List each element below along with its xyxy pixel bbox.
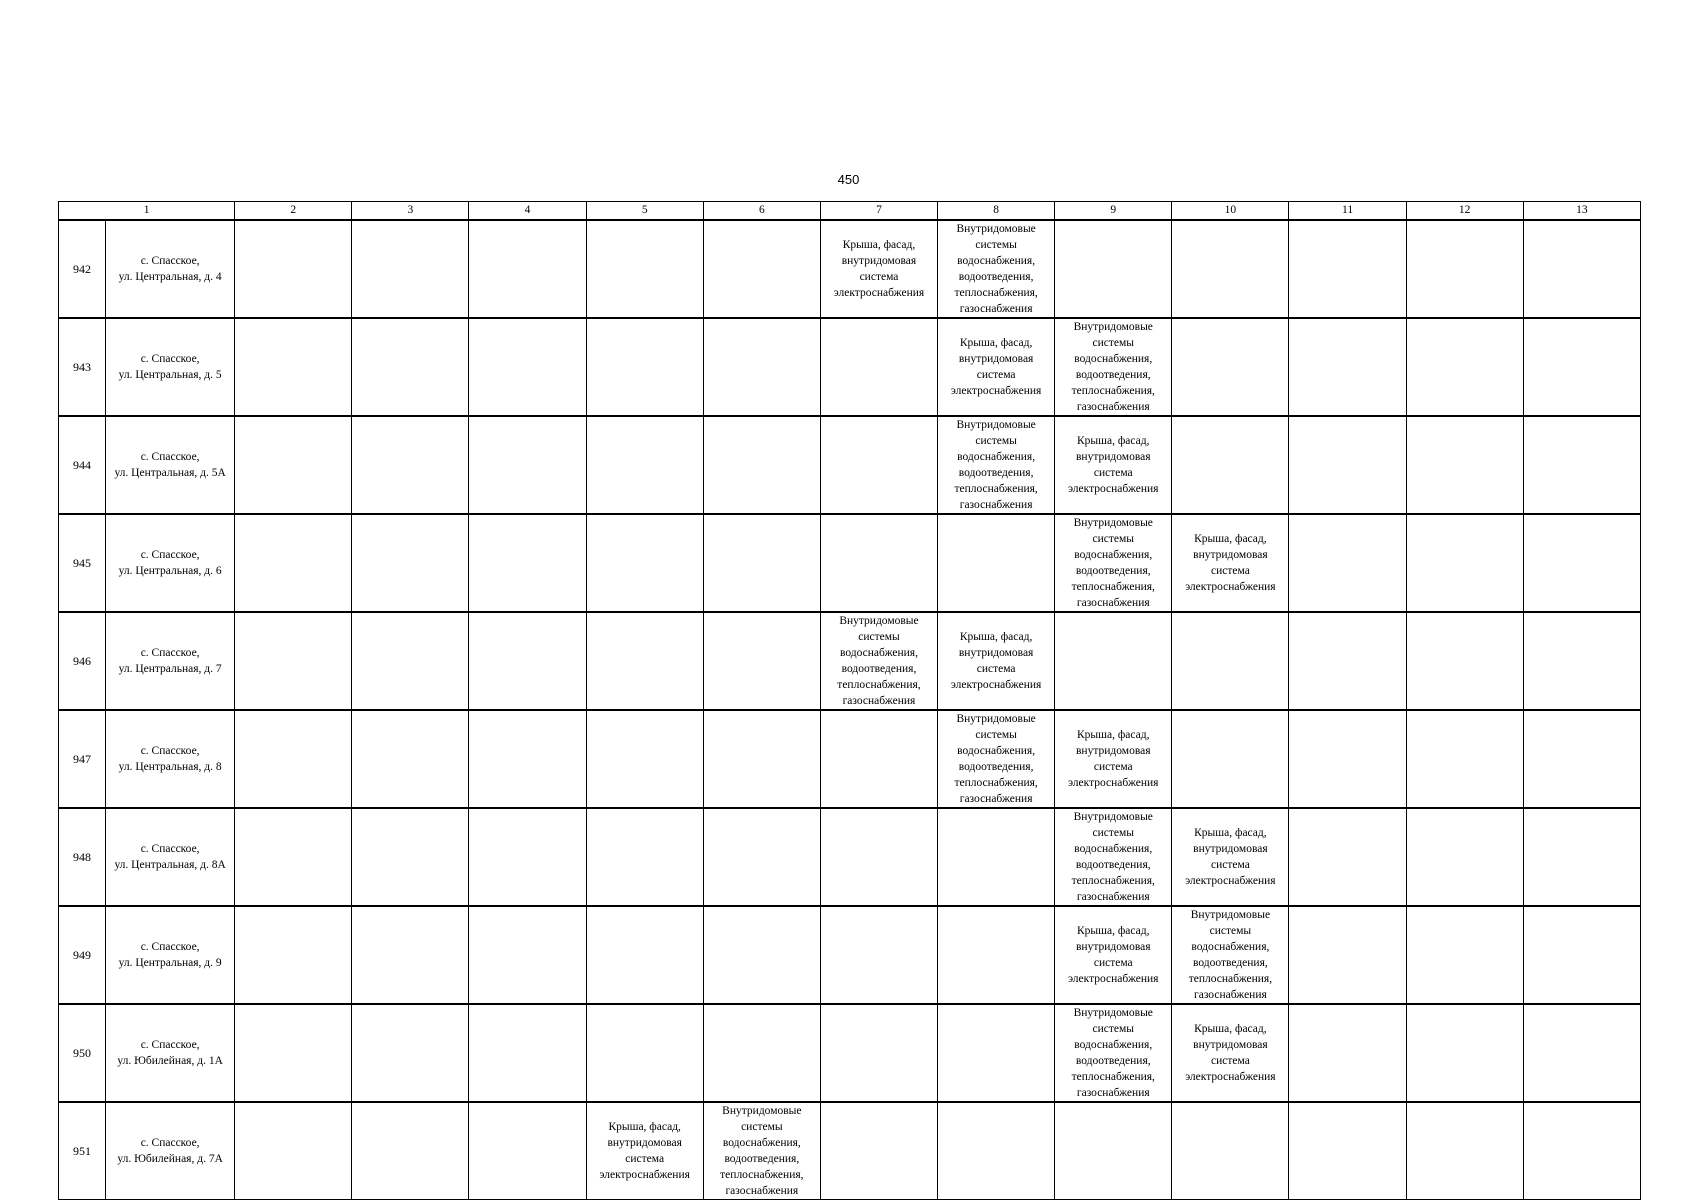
cell-col-4 [469,318,586,416]
cell-col-5 [586,808,703,906]
cell-col-6 [703,808,820,906]
cell-col-9 [1055,1004,1172,1102]
row-number: 949 [59,906,106,1004]
cell-col-9 [1055,1102,1172,1200]
register-table [58,201,1641,1200]
cell-col-13 [1523,318,1640,416]
work-description: Крыша, фасад, внутридомовая система электроснабжения [1185,1023,1276,1083]
row-number: 942 [59,220,106,318]
cell-col-5 [586,220,703,318]
cell-col-5 [586,906,703,1004]
cell-col-4 [469,906,586,1004]
cell-col-11 [1289,612,1406,710]
cell-col-12 [1406,514,1523,612]
cell-col-13 [1523,1004,1640,1102]
cell-col-8 [938,220,1055,318]
column-header-6: 6 [703,202,820,221]
work-description: Крыша, фасад, внутридомовая система электроснабжения [1068,729,1159,789]
cell-col-4 [469,612,586,710]
address-cell [106,220,235,318]
cell-col-10 [1172,220,1289,318]
row-number: 951 [59,1102,106,1200]
cell-col-10 [1172,1102,1289,1200]
cell-col-4 [469,416,586,514]
cell-col-4 [469,808,586,906]
cell-col-11 [1289,906,1406,1004]
cell-col-10 [1172,710,1289,808]
cell-col-5 [586,612,703,710]
address-cell [106,318,235,416]
work-description: Крыша, фасад, внутридомовая система электроснабжения [833,239,925,299]
cell-col-8 [938,906,1055,1004]
cell-col-8 [938,1102,1055,1200]
address-text: с. Спасское, ул. Центральная, д. 4 [118,255,222,283]
cell-col-2 [235,318,352,416]
work-description: Внутридомовые системы водоснабжения, водоотведения, теплоснабжения, газоснабжения [837,615,921,707]
work-description: Внутридомовые системы водоснабжения, водоотведения, теплоснабжения, газоснабжения [954,419,1038,511]
cell-col-12 [1406,318,1523,416]
column-header-8: 8 [938,202,1055,221]
cell-col-5 [586,318,703,416]
address-cell [106,710,235,808]
address-cell [106,514,235,612]
column-header-12: 12 [1406,202,1523,221]
cell-col-13 [1523,514,1640,612]
cell-col-7 [820,612,937,710]
address-text: с. Спасское, ул. Центральная, д. 7 [118,647,222,675]
work-description: Внутридомовые системы водоснабжения, водоотведения, теплоснабжения, газоснабжения [720,1105,804,1197]
cell-col-11 [1289,808,1406,906]
work-description: Крыша, фасад, внутридомовая система электроснабжения [1068,925,1159,985]
cell-col-12 [1406,906,1523,1004]
column-header-9: 9 [1055,202,1172,221]
work-description: Внутридомовые системы водоснабжения, водоотведения, теплоснабжения, газоснабжения [1071,517,1155,609]
address-cell [106,1004,235,1102]
work-description: Внутридомовые системы водоснабжения, водоотведения, теплоснабжения, газоснабжения [1071,1007,1155,1099]
row-number: 946 [59,612,106,710]
cell-col-10 [1172,514,1289,612]
cell-col-2 [235,514,352,612]
cell-col-12 [1406,1004,1523,1102]
cell-col-2 [235,906,352,1004]
column-header-10: 10 [1172,202,1289,221]
table-row [59,416,1641,514]
cell-col-11 [1289,1004,1406,1102]
row-number: 943 [59,318,106,416]
cell-col-6 [703,514,820,612]
column-header-5: 5 [586,202,703,221]
column-header-2: 2 [235,202,352,221]
cell-col-9 [1055,612,1172,710]
cell-col-9 [1055,906,1172,1004]
cell-col-2 [235,220,352,318]
cell-col-5 [586,710,703,808]
cell-col-12 [1406,416,1523,514]
address-cell [106,808,235,906]
address-text: с. Спасское, ул. Центральная, д. 8А [114,843,226,871]
cell-col-2 [235,1102,352,1200]
column-header-7: 7 [820,202,937,221]
cell-col-9 [1055,808,1172,906]
address-text: с. Спасское, ул. Центральная, д. 6 [118,549,222,577]
cell-col-7 [820,906,937,1004]
cell-col-3 [352,220,469,318]
cell-col-3 [352,514,469,612]
cell-col-6 [703,710,820,808]
cell-col-8 [938,1004,1055,1102]
cell-col-3 [352,318,469,416]
cell-col-9 [1055,416,1172,514]
cell-col-7 [820,1004,937,1102]
cell-col-6 [703,1102,820,1200]
cell-col-9 [1055,318,1172,416]
work-description: Крыша, фасад, внутридомовая система электроснабжения [1185,533,1276,593]
cell-col-7 [820,1102,937,1200]
cell-col-8 [938,318,1055,416]
column-header-3: 3 [352,202,469,221]
cell-col-12 [1406,220,1523,318]
cell-col-6 [703,906,820,1004]
cell-col-10 [1172,612,1289,710]
column-header-11: 11 [1289,202,1406,221]
cell-col-4 [469,514,586,612]
cell-col-11 [1289,710,1406,808]
cell-col-7 [820,808,937,906]
row-number: 945 [59,514,106,612]
work-description: Крыша, фасад, внутридомовая система электроснабжения [1068,435,1159,495]
address-cell [106,612,235,710]
cell-col-4 [469,1102,586,1200]
cell-col-13 [1523,220,1640,318]
cell-col-4 [469,220,586,318]
cell-col-12 [1406,612,1523,710]
cell-col-3 [352,1102,469,1200]
table-row [59,1004,1641,1102]
cell-col-11 [1289,416,1406,514]
cell-col-2 [235,1004,352,1102]
address-cell [106,906,235,1004]
cell-col-7 [820,416,937,514]
cell-col-7 [820,220,937,318]
cell-col-9 [1055,220,1172,318]
table-row [59,906,1641,1004]
cell-col-13 [1523,1102,1640,1200]
cell-col-10 [1172,318,1289,416]
cell-col-7 [820,710,937,808]
cell-col-8 [938,416,1055,514]
address-cell [106,416,235,514]
cell-col-2 [235,612,352,710]
cell-col-9 [1055,710,1172,808]
cell-col-4 [469,1004,586,1102]
work-description: Крыша, фасад, внутридомовая система электроснабжения [950,631,1042,691]
column-header-4: 4 [469,202,586,221]
work-description: Внутридомовые системы водоснабжения, водоотведения, теплоснабжения, газоснабжения [954,223,1038,315]
table-row [59,220,1641,318]
cell-col-10 [1172,906,1289,1004]
column-header-13: 13 [1523,202,1640,221]
cell-col-6 [703,612,820,710]
cell-col-8 [938,808,1055,906]
cell-col-13 [1523,808,1640,906]
cell-col-8 [938,710,1055,808]
cell-col-11 [1289,1102,1406,1200]
cell-col-8 [938,514,1055,612]
row-number: 948 [59,808,106,906]
cell-col-12 [1406,808,1523,906]
table-row [59,710,1641,808]
address-text: с. Спасское, ул. Центральная, д. 9 [118,941,222,969]
cell-col-2 [235,710,352,808]
cell-col-5 [586,416,703,514]
row-number: 944 [59,416,106,514]
cell-col-9 [1055,514,1172,612]
address-text: с. Спасское, ул. Центральная, д. 5А [114,451,226,479]
work-description: Крыша, фасад, внутридомовая система электроснабжения [950,337,1042,397]
cell-col-7 [820,318,937,416]
work-description: Внутридомовые системы водоснабжения, водоотведения, теплоснабжения, газоснабжения [954,713,1038,805]
work-description: Внутридомовые системы водоснабжения, водоотведения, теплоснабжения, газоснабжения [1071,321,1155,413]
cell-col-3 [352,1004,469,1102]
cell-col-6 [703,220,820,318]
cell-col-5 [586,1004,703,1102]
cell-col-3 [352,612,469,710]
work-description: Крыша, фасад, внутридомовая система электроснабжения [1185,827,1276,887]
cell-col-2 [235,808,352,906]
cell-col-10 [1172,416,1289,514]
cell-col-10 [1172,808,1289,906]
cell-col-3 [352,808,469,906]
cell-col-10 [1172,1004,1289,1102]
cell-col-12 [1406,710,1523,808]
table-row [59,808,1641,906]
cell-col-3 [352,416,469,514]
cell-col-6 [703,1004,820,1102]
cell-col-13 [1523,710,1640,808]
table-row [59,612,1641,710]
cell-col-2 [235,416,352,514]
work-description: Внутридомовые системы водоснабжения, водоотведения, теплоснабжения, газоснабжения [1071,811,1155,903]
cell-col-13 [1523,416,1640,514]
address-cell [106,1102,235,1200]
cell-col-11 [1289,318,1406,416]
cell-col-6 [703,318,820,416]
cell-col-4 [469,710,586,808]
cell-col-13 [1523,906,1640,1004]
cell-col-6 [703,416,820,514]
cell-col-3 [352,710,469,808]
table-row [59,1102,1641,1200]
header-row [59,202,1641,221]
work-description: Внутридомовые системы водоснабжения, водоотведения, теплоснабжения, газоснабжения [1188,909,1273,1001]
cell-col-11 [1289,220,1406,318]
page-number: 450 [837,172,860,187]
row-number: 950 [59,1004,106,1102]
cell-col-13 [1523,612,1640,710]
column-header-1: 1 [59,202,235,221]
row-number: 947 [59,710,106,808]
cell-col-5 [586,1102,703,1200]
cell-col-7 [820,514,937,612]
address-text: с. Спасское, ул. Юбилейная, д. 7А [117,1137,223,1165]
cell-col-8 [938,612,1055,710]
cell-col-5 [586,514,703,612]
address-text: с. Спасское, ул. Юбилейная, д. 1А [117,1039,223,1067]
work-description: Крыша, фасад, внутридомовая система электроснабжения [599,1121,690,1181]
cell-col-3 [352,906,469,1004]
address-text: с. Спасское, ул. Центральная, д. 5 [118,353,222,381]
cell-col-12 [1406,1102,1523,1200]
table-row [59,514,1641,612]
address-text: с. Спасское, ул. Центральная, д. 8 [118,745,222,773]
cell-col-11 [1289,514,1406,612]
table-row [59,318,1641,416]
